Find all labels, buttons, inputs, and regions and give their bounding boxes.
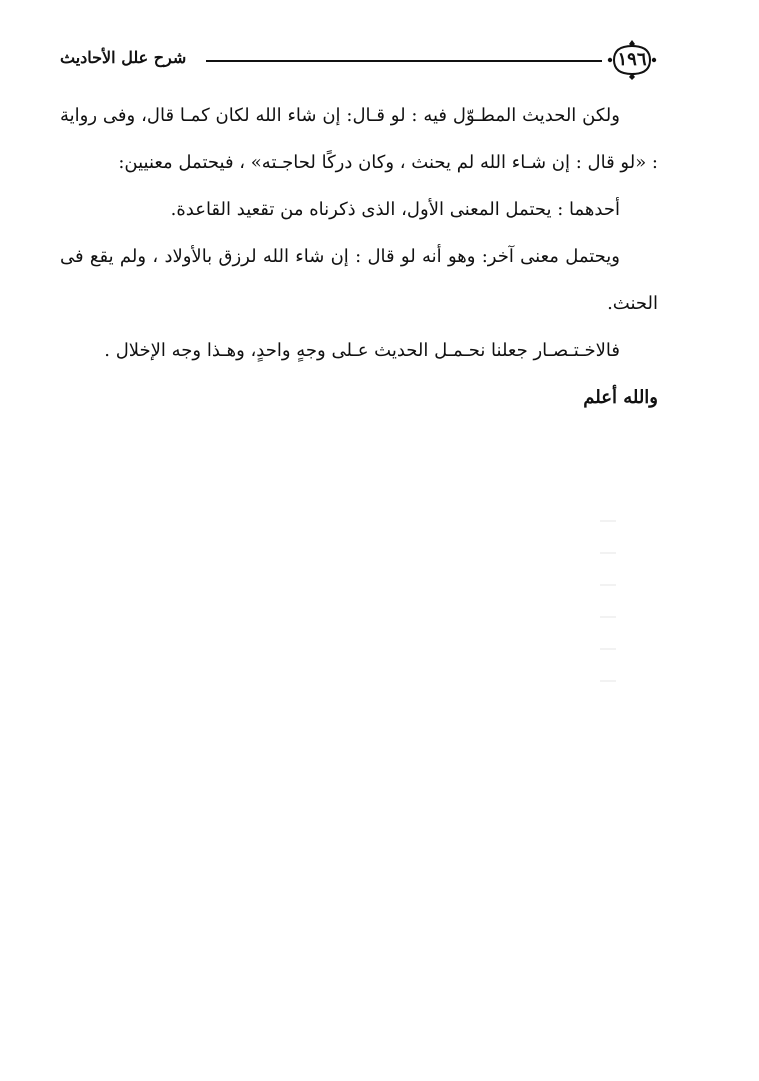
paragraph-1: ولكن الحديث المطـوّل فيه : لو قـال: إن شاء الله لكان كمـا قال، وفى رواية : «لو قال : إن شـاء الله لم يحنث ، وكان دركًا لحاجـته» ، فيحتمل معنيين: [60, 105, 658, 173]
running-title: شرح علل الأحاديث [60, 48, 187, 67]
bleed-through-marks [600, 520, 620, 740]
page-number: ١٩٦ [617, 49, 647, 70]
closing-phrase: والله أعلم [583, 387, 658, 408]
paragraph-2: أحدهما : يحتمل المعنى الأول، الذى ذكرناه من تقعيد القاعدة. [170, 199, 620, 220]
paragraph-3: ويحتمل معنى آخر: وهو أنه لو قال : إن شاء الله لرزق بالأولاد ، ولم يقع فى الحنث. [60, 246, 658, 314]
page-number-ornament [604, 38, 660, 82]
header-rule [206, 60, 602, 62]
page-header [60, 38, 660, 82]
page-body [60, 92, 658, 421]
paragraph-4: فالاخـتـصـار جعلنا نحـمـل الحديث عـلى وجهٍ واحدٍ، وهـذا وجه الإخلال . [104, 340, 620, 361]
